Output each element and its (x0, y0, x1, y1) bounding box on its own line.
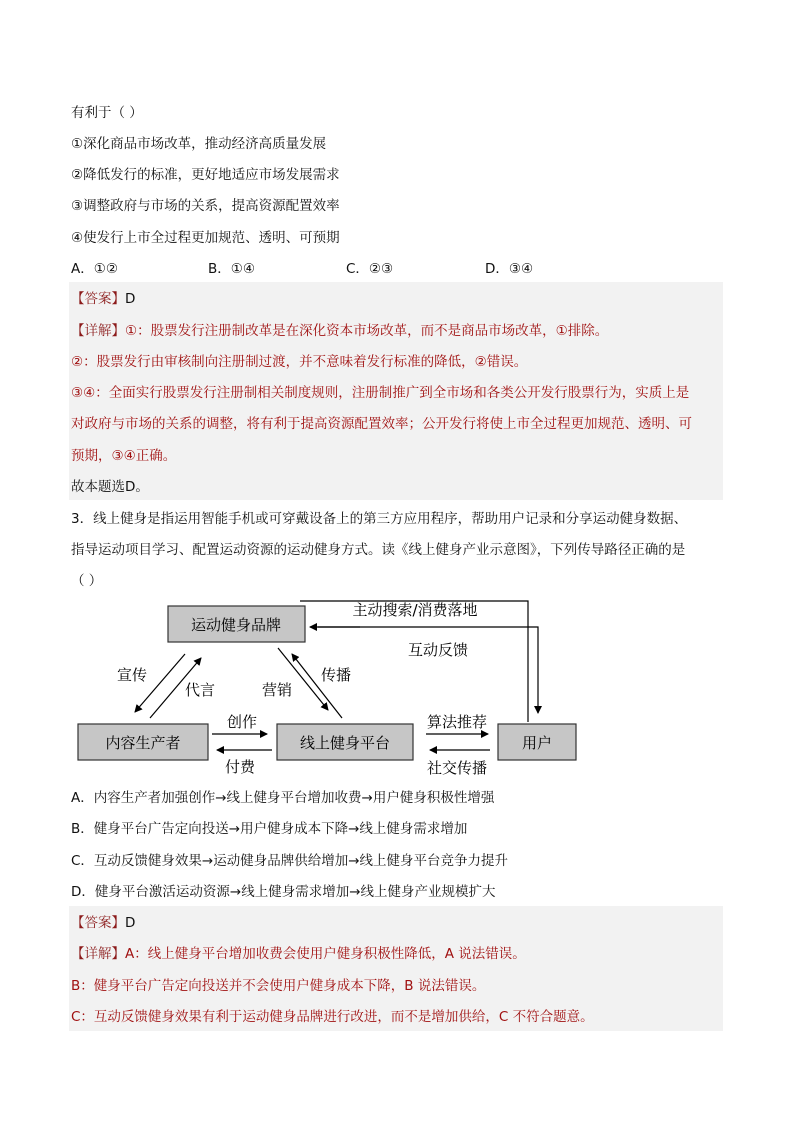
q3-answer-value: D (125, 915, 136, 931)
q2-detail-line-2: ②：股票发行由审核制向注册制过渡，并不意味着发行标准的降低，②错误。 (71, 354, 528, 370)
q2-conclusion: 故本题选D。 (71, 479, 149, 495)
q2-detail-label: 【详解】 (71, 323, 125, 339)
q3-detail-line-1 (71, 945, 526, 963)
q2-detail-line-3: ③④：全面实行股票发行注册制相关制度规则，注册制推广到全市场和各类公开发行股票行为，实质上是 (71, 385, 690, 401)
q3-stem-line-3: （ ） (71, 573, 103, 589)
q2-stem-tail: 有利于（ ） (71, 105, 143, 121)
q3-option-c: C．互动反馈健身效果→运动健身品牌供给增加→线上健身平台竞争力提升 (71, 853, 509, 869)
q3-detail-line-3: C：互动反馈健身效果有利于运动健身品牌进行改进，而不是增加供给，C 不符合题意。 (71, 1009, 594, 1025)
q3-stem-line-1: 3．线上健身是指运用智能手机或可穿戴设备上的第三方应用程序，帮助用户记录和分享运动健身数据、 (71, 511, 688, 527)
label-algo: 算法推荐 (426, 713, 488, 731)
q3-answer-line (71, 914, 135, 932)
label-promote: 宣传 (116, 666, 148, 684)
arrow-platform-to-brand (292, 654, 342, 718)
q3-option-b: B．健身平台广告定向投送→用户健身成本下降→线上健身需求增加 (71, 821, 468, 837)
q2-detail-line-5: 预期，③④正确。 (71, 448, 177, 464)
q2-answer-label: 【答案】 (71, 291, 125, 307)
q2-answer-value: D (125, 291, 136, 307)
q3-option-a: A．内容生产者加强创作→线上健身平台增加收费→用户健身积极性增强 (71, 790, 495, 806)
q2-item-4: ④使发行上市全过程更加规范、透明、可预期 (71, 230, 340, 246)
q2-item-2: ②降低发行的标准，更好地适应市场发展需求 (71, 167, 340, 183)
label-spread: 传播 (320, 666, 352, 684)
industry-diagram (60, 594, 600, 784)
label-pay: 付费 (224, 758, 256, 776)
box-user-label: 用户 (521, 734, 553, 752)
q3-stem-line-2: 指导运动项目学习、配置运动资源的运动健身方式。读《线上健身产业示意图》，下列传导路径正确的是 (71, 542, 686, 558)
q3-option-d: D．健身平台激活运动资源→线上健身需求增加→线上健身产业规模扩大 (71, 884, 496, 900)
q2-detail-text-1: ①：股票发行注册制改革是在深化资本市场改革，而不是商品市场改革，①排除。 (125, 323, 609, 339)
label-marketing: 营销 (261, 681, 293, 699)
q3-answer-label: 【答案】 (71, 915, 125, 931)
label-endorse: 代言 (184, 681, 216, 699)
q3-detail-line-2: B：健身平台广告定向投送并不会使用户健身成本下降，B 说法错误。 (71, 978, 486, 994)
label-social: 社交传播 (426, 759, 488, 777)
label-search: 主动搜索/消费落地 (352, 601, 478, 619)
q2-detail-line-4: 对政府与市场的关系的调整，将有利于提高资源配置效率；公开发行将使上市全过程更加规范、透明、可 (71, 416, 692, 432)
box-platform-label: 线上健身平台 (299, 734, 391, 752)
q2-option-b: B．①④ (208, 261, 255, 277)
label-feedback: 互动反馈 (407, 641, 469, 659)
box-brand-label: 运动健身品牌 (190, 616, 282, 634)
q2-option-a: A．①② (71, 261, 118, 277)
q2-item-3: ③调整政府与市场的关系，提高资源配置效率 (71, 198, 340, 214)
box-producer-label: 内容生产者 (105, 734, 181, 752)
q3-detail-label: 【详解】 (71, 946, 125, 962)
q2-answer-line (71, 290, 135, 308)
q2-detail-line-1 (71, 322, 608, 340)
q2-item-1: ①深化商品市场改革，推动经济高质量发展 (71, 136, 327, 152)
label-create: 创作 (226, 713, 258, 731)
q3-detail-text-1: A：线上健身平台增加收费会使用户健身积极性降低，A 说法错误。 (125, 946, 526, 962)
q2-option-c: C．②③ (346, 261, 394, 277)
arrow-user-to-brand-outer (300, 601, 528, 722)
q2-option-d: D．③④ (485, 261, 534, 277)
